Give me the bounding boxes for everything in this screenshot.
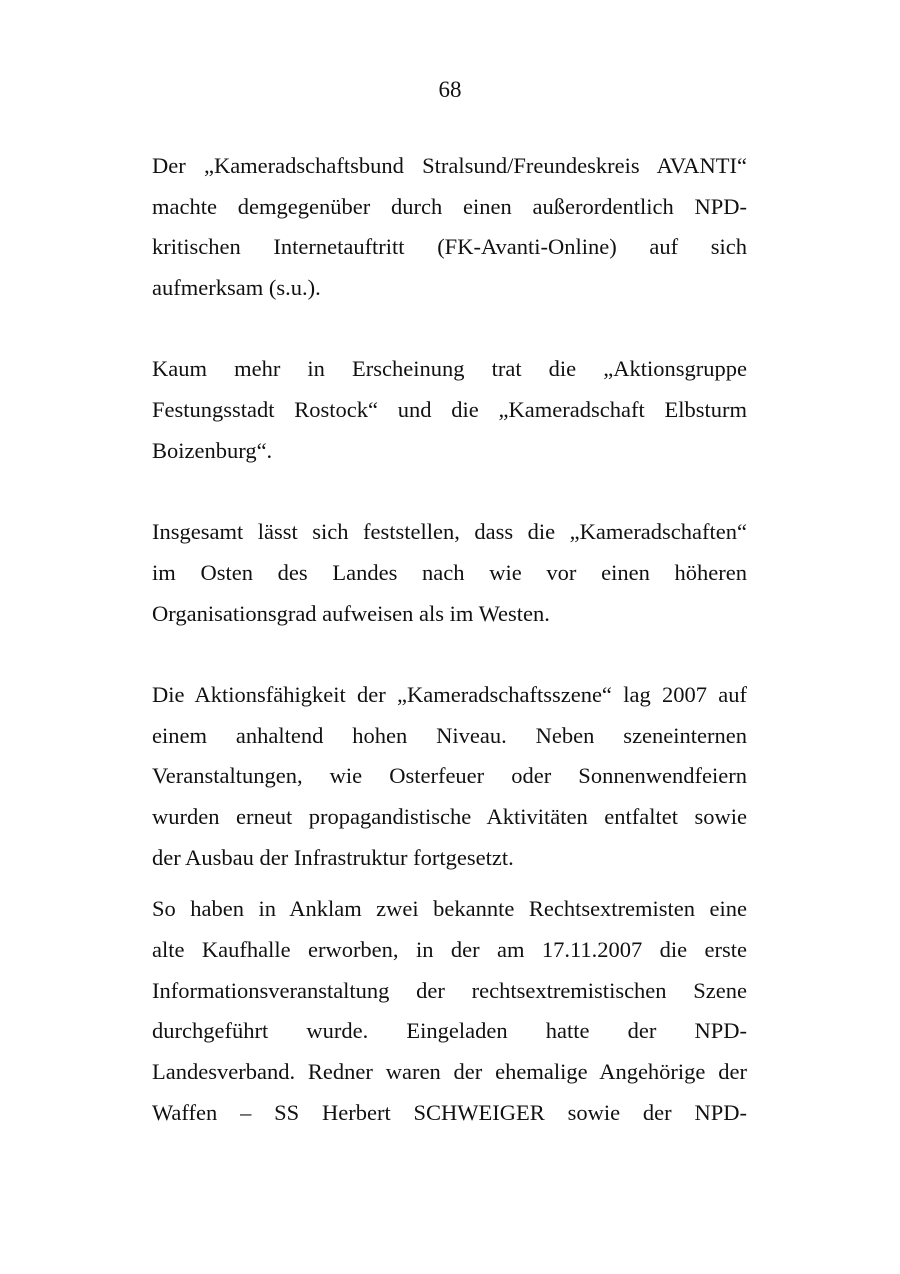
paragraph-organisationsgrad	[152, 512, 747, 634]
paragraph-aktionsfaehigkeit	[152, 675, 747, 878]
page-number: 68	[438, 77, 462, 102]
text-line: Der „Kameradschaftsbund Stralsund/Freundeskreis AVANTI“	[152, 153, 747, 178]
text-line: kritischen Internetauftritt (FK-Avanti-Online) auf sich	[152, 234, 747, 260]
text-line: Kaum mehr in Erscheinung trat die „Aktionsgruppe	[152, 356, 747, 382]
text-line: alte Kaufhalle erworben, in der am 17.11.2007 die erste	[152, 937, 747, 963]
text-line: Organisationsgrad aufweisen als im Westen.	[152, 600, 550, 626]
paragraph-avanti	[152, 146, 747, 309]
paragraph-rostock	[152, 349, 747, 471]
text-line: der Ausbau der Infrastruktur fortgesetzt.	[152, 844, 514, 870]
paragraph-anklam	[152, 889, 747, 1133]
text-line: So haben in Anklam zwei bekannte Rechtsextremisten eine	[152, 896, 747, 922]
text-line: Festungsstadt Rostock“ und die „Kameradschaft Elbsturm	[152, 397, 747, 423]
text-line: Die Aktionsfähigkeit der „Kameradschaftsszene“ lag 2007 auf	[152, 681, 747, 707]
text-line: Boizenburg“.	[152, 437, 273, 463]
text-line: durchgeführt wurde. Eingeladen hatte der NPD-	[152, 1018, 747, 1044]
text-line: aufmerksam (s.u.).	[152, 275, 321, 301]
body-text	[152, 146, 747, 1134]
text-line: machte demgegenüber durch einen außerordentlich NPD-	[152, 193, 747, 219]
text-line: einem anhaltend hohen Niveau. Neben szeneinternen	[152, 722, 747, 748]
text-line: im Osten des Landes nach wie vor einen höheren	[152, 559, 747, 585]
text-line: Insgesamt lässt sich feststellen, dass die „Kameradschaften“	[152, 519, 747, 545]
text-line: wurden erneut propagandistische Aktivitäten entfaltet sowie	[152, 804, 747, 829]
text-line: Waffen – SS Herbert SCHWEIGER sowie der NPD-	[152, 1099, 747, 1125]
text-line: Informationsveranstaltung der rechtsextremistischen Szene	[152, 977, 747, 1003]
text-line: Veranstaltungen, wie Osterfeuer oder Sonnenwendfeiern	[152, 763, 747, 789]
text-line: Landesverband. Redner waren der ehemalige Angehörige der	[152, 1059, 747, 1085]
